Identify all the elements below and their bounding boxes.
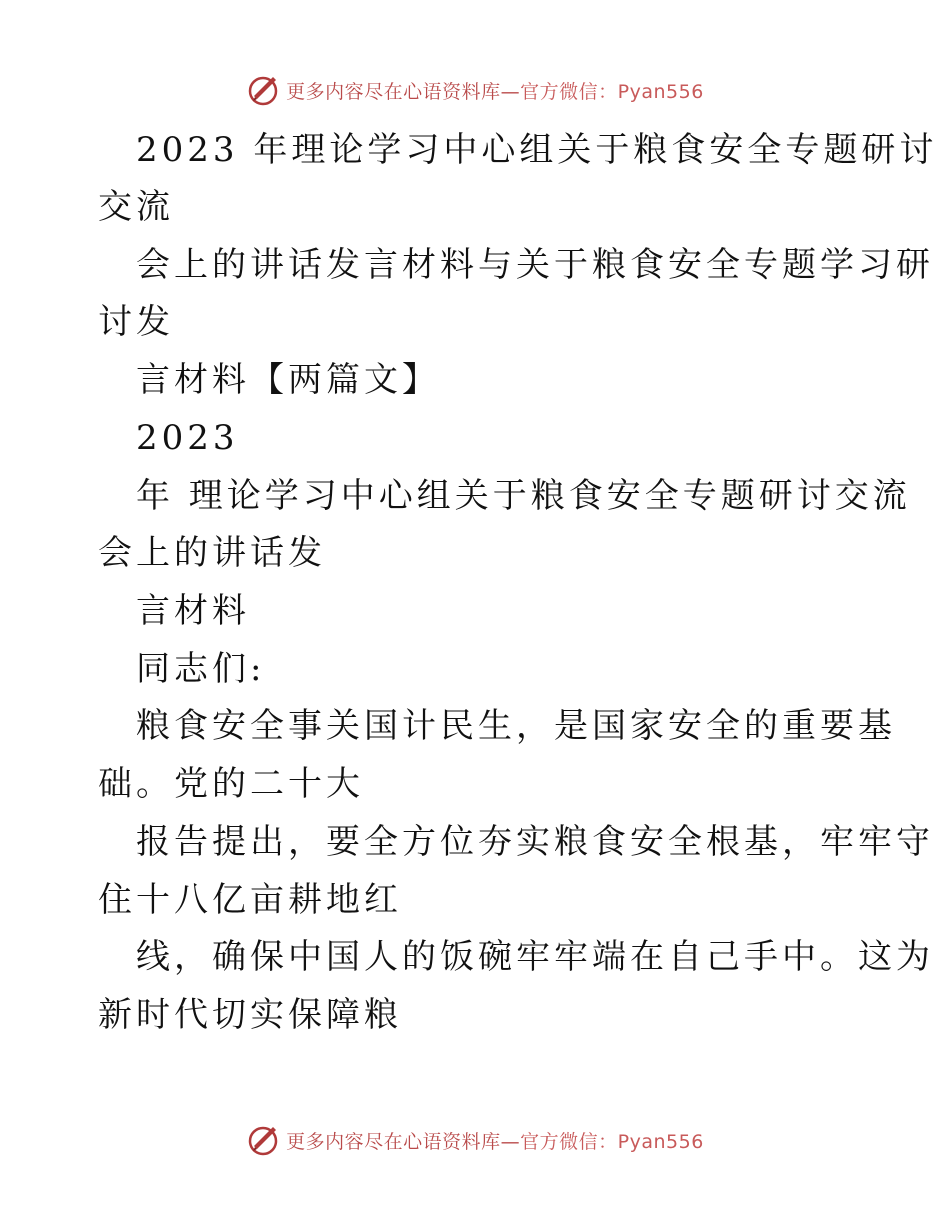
- text-line: 住十八亿亩耕地红: [98, 880, 402, 920]
- watermark-text: 更多内容尽在心语资料库—官方微信：Pyan556: [286, 80, 704, 103]
- text-line: 言材料: [136, 591, 250, 631]
- pen-logo-icon: [246, 72, 282, 108]
- text-line: 交流: [98, 187, 174, 227]
- text-line: 会上的讲话发言材料与关于粮食安全专题学习研: [136, 245, 934, 285]
- text-line: 讨发: [98, 302, 174, 342]
- text-line: 2023 年理论学习中心组关于粮食安全专题研讨: [136, 130, 938, 170]
- text-line: 年 理论学习中心组关于粮食安全专题研讨交流: [136, 476, 911, 516]
- text-line: 会上的讲话发: [98, 533, 326, 573]
- text-line: 新时代切实保障粮: [98, 995, 402, 1035]
- header-watermark: [0, 70, 950, 110]
- text-line: 同志们:: [136, 649, 266, 689]
- text-line: 2023: [136, 418, 239, 458]
- text-line: 粮食安全事关国计民生，是国家安全的重要基: [136, 706, 896, 746]
- pen-logo-icon: [246, 1122, 282, 1158]
- footer-watermark: [0, 1120, 950, 1160]
- text-line: 报告提出，要全方位夯实粮食安全根基，牢牢守: [136, 822, 934, 862]
- watermark-text: 更多内容尽在心语资料库—官方微信：Pyan556: [286, 1130, 704, 1153]
- text-line: 线，确保中国人的饭碗牢牢端在自己手中。这为: [136, 937, 934, 977]
- text-line: 础。党的二十大: [98, 764, 364, 804]
- text-line: 言材料【两篇文】: [136, 360, 440, 400]
